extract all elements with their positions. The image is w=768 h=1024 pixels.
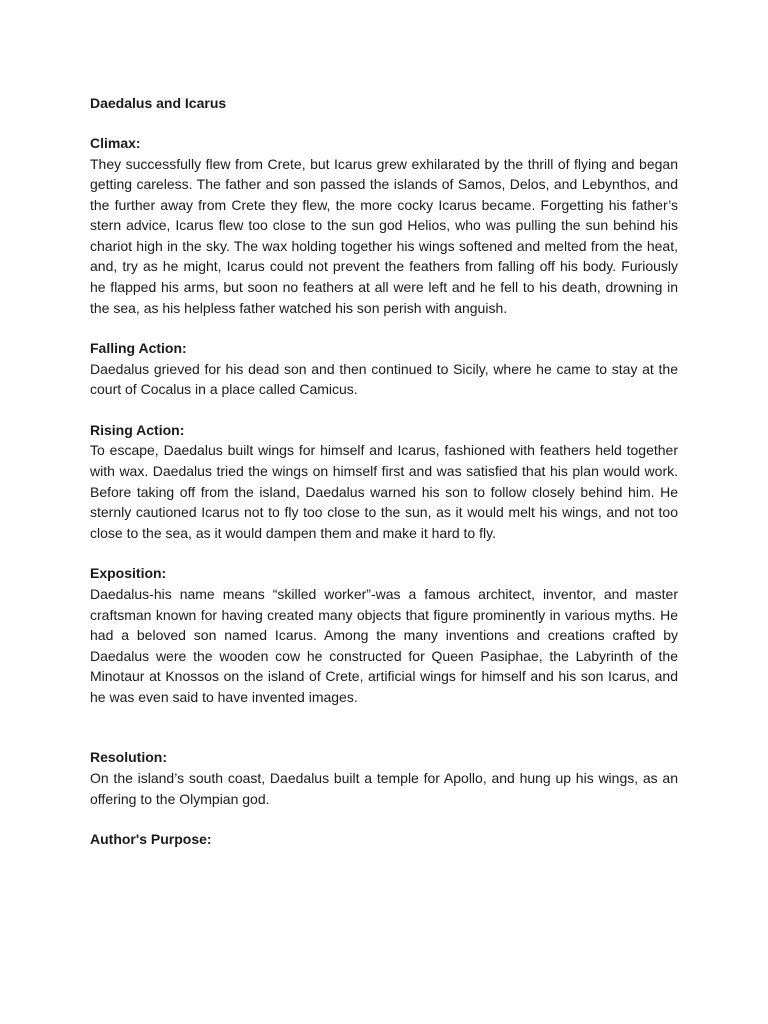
section-resolution	[90, 747, 678, 809]
document-title: Daedalus and Icarus	[90, 95, 227, 111]
section-heading: Resolution:	[90, 749, 167, 766]
section-rising-action	[90, 420, 678, 543]
section-text: On the island’s south coast, Daedalus built a temple for Apollo, and hung up his wings, as an offering to the Olympian god.	[90, 769, 678, 807]
section-text: Daedalus grieved for his dead son and then continued to Sicily, where he came to stay at the court of Cocalus in a place called Camicus.	[90, 360, 678, 398]
section-heading: Exposition:	[90, 565, 167, 582]
section-falling-action	[90, 338, 678, 400]
document-page	[90, 93, 678, 870]
section-authors-purpose	[90, 829, 678, 850]
section-heading: Rising Action:	[90, 421, 185, 438]
section-exposition	[90, 563, 678, 707]
section-text: They successfully flew from Crete, but Icarus grew exhilarated by the thrill of flying and began getting careless. The father and son passed the islands of Samos, Delos, and Lebynthos, and the further away from Crete they flew, the more cocky Icarus became. Forgetting his father’s stern advice, Icarus flew too close to the sun god Helios, who was pulling the sun behind his chariot high in the sky. The wax holding together his wings softened and melted from the heat, and, try as he might, Icarus could not prevent the feathers from falling off his body. Furiously he flapped his arms, but soon no feathers at all were left and he fell to his death, drowning in the sea, as his helpless father watched his son perish with anguish.	[90, 155, 678, 316]
section-text: Daedalus-his name means “skilled worker”-was a famous architect, inventor, and master craftsman known for having created many objects that figure prominently in various myths. He had a beloved son named Icarus. Among the many inventions and creations crafted by Daedalus were the wooden cow he constructed for Queen Pasiphae, the Labyrinth of the Minotaur at Knossos on the island of Crete, artificial wings for himself and his son Icarus, and he was even said to have invented images.	[90, 585, 678, 705]
section-climax	[90, 133, 678, 318]
section-heading: Falling Action:	[90, 340, 187, 357]
section-heading: Author's Purpose:	[90, 831, 212, 848]
section-heading: Climax:	[90, 135, 141, 151]
section-text: To escape, Daedalus built wings for himself and Icarus, fashioned with feathers held together with wax. Daedalus tried the wings on himself first and was satisfied that his plan would work. Before taking off from the island, Daedalus warned his son to follow closely behind him. He sternly cautioned Icarus not to fly too close to the sun, as it would melt his wings, and not too close to the sea, as it would dampen them and make it hard to fly.	[90, 442, 678, 541]
